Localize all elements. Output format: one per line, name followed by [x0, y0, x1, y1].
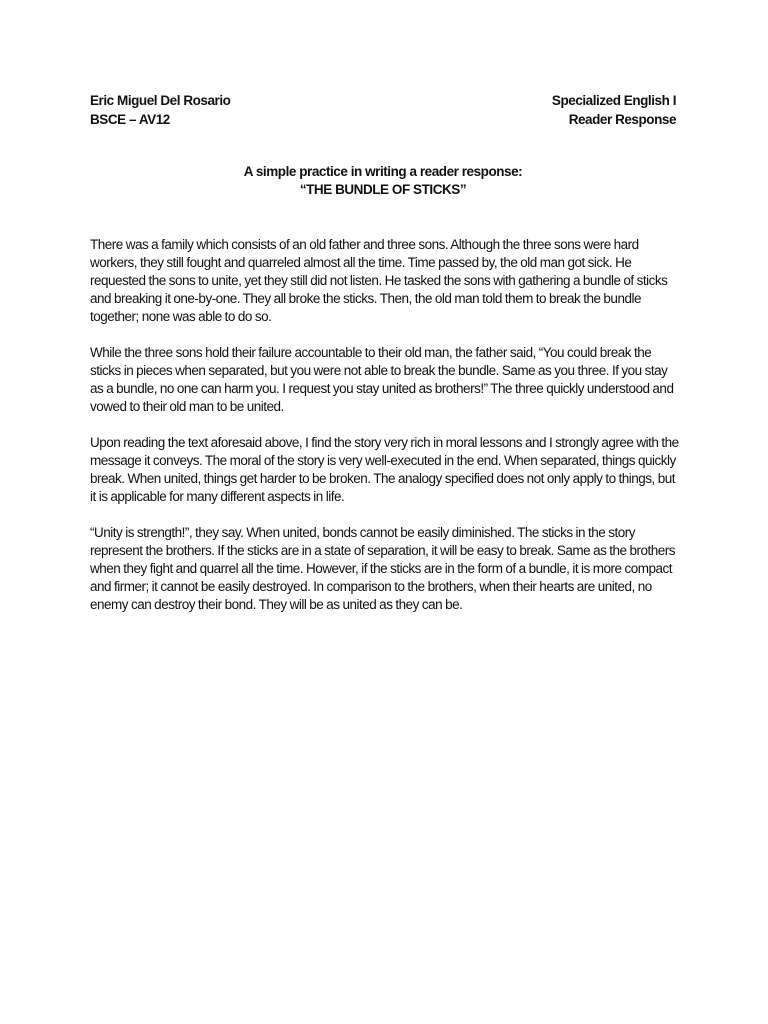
title-line-1: A simple practice in writing a reader response:: [243, 164, 523, 179]
paragraph-response-2: “Unity is strength!”, they say. When united, bonds cannot be easily diminished. The sticks in the story represent the brothers. If the sticks are in a state of separation, it will be easy to break. Same as the brothers when they fight and quarrel all the time. However, if the sticks are in the form of a bundle, it is more compact and firmer; it cannot be easily destroyed. In comparison to the brothers, when their hearts are united, no enemy can destroy their bond. They will be as united as they can be.: [90, 525, 676, 612]
paragraph-summary-2: While the three sons hold their failure accountable to their old man, the father said, “You could break the sticks in pieces when separated, but you were not able to break the bundle. Same as you three. If you stay as a bundle, no one can harm you. I request you stay united as brothers!” The three quickly understood and vowed to their old man to be united.: [90, 345, 674, 414]
paragraph-response-1: Upon reading the text aforesaid above, I find the story very rich in moral lessons and I strongly agree with the message it conveys. The moral of the story is very well-executed in the end. When separated, things quickly break. When united, things get harder to be broken. The analogy specified does not only apply to things, but it is applicable for many different aspects in life.: [90, 435, 679, 504]
assignment-type: Reader Response: [568, 112, 676, 127]
header-course-info: [552, 91, 676, 129]
paragraph-summary-1: There was a family which consists of an old father and three sons. Although the three sons were hard workers, they still fought and quarreled almost all the time. Time passed by, the old man got sick. He requested the sons to unite, yet they still did not listen. He tasked the sons with gathering a bundle of sticks and breaking it one-by-one. They all broke the sticks. Then, the old man told them to break the bundle together; none was able to do so.: [90, 237, 668, 324]
document-title: [90, 163, 676, 199]
title-line-2: “THE BUNDLE OF STICKS”: [299, 182, 467, 197]
document-header: [90, 91, 676, 129]
author-name: Eric Miguel Del Rosario: [90, 93, 231, 108]
student-section: BSCE – AV12: [90, 112, 170, 127]
header-student-info: [90, 91, 230, 129]
document-body: [90, 236, 680, 632]
course-name: Specialized English I: [551, 93, 676, 108]
